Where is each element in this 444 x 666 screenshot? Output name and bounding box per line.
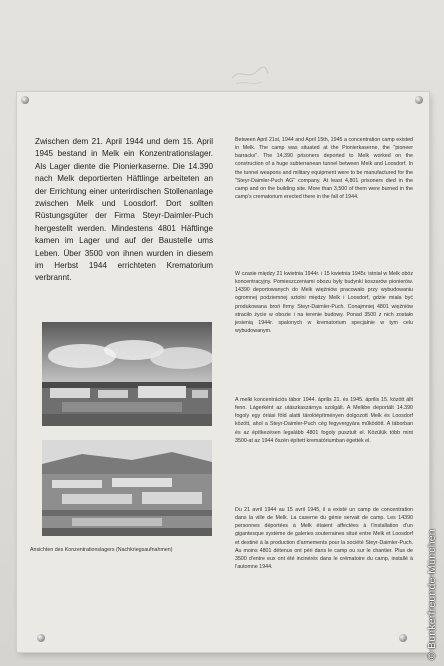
screw-icon	[399, 634, 407, 642]
screw-icon	[37, 634, 45, 642]
camp-photo-aerial-view	[42, 322, 212, 426]
german-description: Zwischen dem 21. April 1944 und dem 15. April 1945 bestand in Melk ein Konzentrationslager. Als Lager diente die Pionierkaserne. Die 14.390 nach Melk deportierten Häftlinge arbeiteten an der Errichtung einer unterirdischen Stollenanlage zwischen Melk und Loosdorf. Dort sollten Rüstungsgüter der Firma Steyr-Daimler-Puch hergestellt werden. Mindestens 4801 Häftlinge kamen im Lager und auf der Baustelle ums Leben. Über 3500 von ihnen wurden in diesem im Herbst 1944 errichteten Krematorium verbrannt.	[35, 137, 213, 283]
english-description: Between April 21st, 1944 and April 15th, 1945 a concentration camp existed in Melk. The camp was situated at the Pionierkaserne, the "pioneer barracks". The 14,390 prisoners deported to Melk worked on the construction of a huge subterranean tunnel between Melk and Loosdorf. In the tunnel weapons and military equipment were to be manufactured for the "Steyr-Daimler-Puch AG" company. At least 4,801 prisoners died in the camp and on the building site. More than 3,500 of them were burned in the camp's crematorium erected there in the fall of 1944.	[235, 137, 413, 201]
polish-description: W czasie między 21 kwietnia 1944r. i 15 kwietnia 1945r. istniał w Melk obóz koncentracyjny. Pomieszczeniami obozu były budynki koszarów pionierów. 14390 deportowanych do Melk więźniów pracowało przy wybudowaniu ogromnej podziemnej sztolni między Melk i Loosdorf, gdzie miała być produkowana broń firmy Steyr-Daimler-Puch. Conajmniej 4801 więźniów straciło życie w obozie i na terenie budowy. Ponad 3500 z nich zostało jesienią 1944r. spalonych w krematorium specjalnie w tym celu wybudowanym.	[235, 271, 413, 335]
wall-marks	[230, 60, 270, 90]
photo-caption: Ansichten des Konzentrationslagers (Nachkriegsaufnahmen)	[30, 547, 173, 553]
screw-icon	[415, 96, 423, 104]
copyright-watermark: © Bunkerfreunde-München	[426, 529, 438, 660]
hungarian-description: A melki koncentrációs tábor 1944. április 21. és 1945. április 15. között állt fenn. Lágerként az utászkaszárnya szolgált. A Melkbe deportált 14.390 fogoly egy óriási föld alatti tárolóépítményen dolgozott Melk és Loosdorf között, ahol a Steyr-Daimler-Puch cég fegyvergyára működött. A táborban és az építkezésen legalább 4801 fogoly pusztult el. Közülük több mint 3500-at az 1944 őszén épített krematóriumban égették el.	[235, 397, 413, 444]
information-plaque	[17, 92, 429, 652]
screw-icon	[21, 96, 29, 104]
french-description: Du 21 avril 1944 au 15 avril 1945, il a existé un camp de concentration dans la ville de Melk. La caserne du génie servait de camp. Les 14390 personnes déportées à Melk étaient affectées à l'installation d'un gigantesque système de galeries souterraines situé entre Melk et Loosdorf et destiné à la production d'armements pour la société Steyr-Daimler-Puch. Au moins 4801 détenus ont péri dans le camp ou sur le chantier. Plus de 3500 d'entre eux ont été incinérés dans le crématoire du camp, installé à l'automne 1944.	[235, 507, 413, 571]
camp-photo-barracks-view	[42, 440, 212, 536]
